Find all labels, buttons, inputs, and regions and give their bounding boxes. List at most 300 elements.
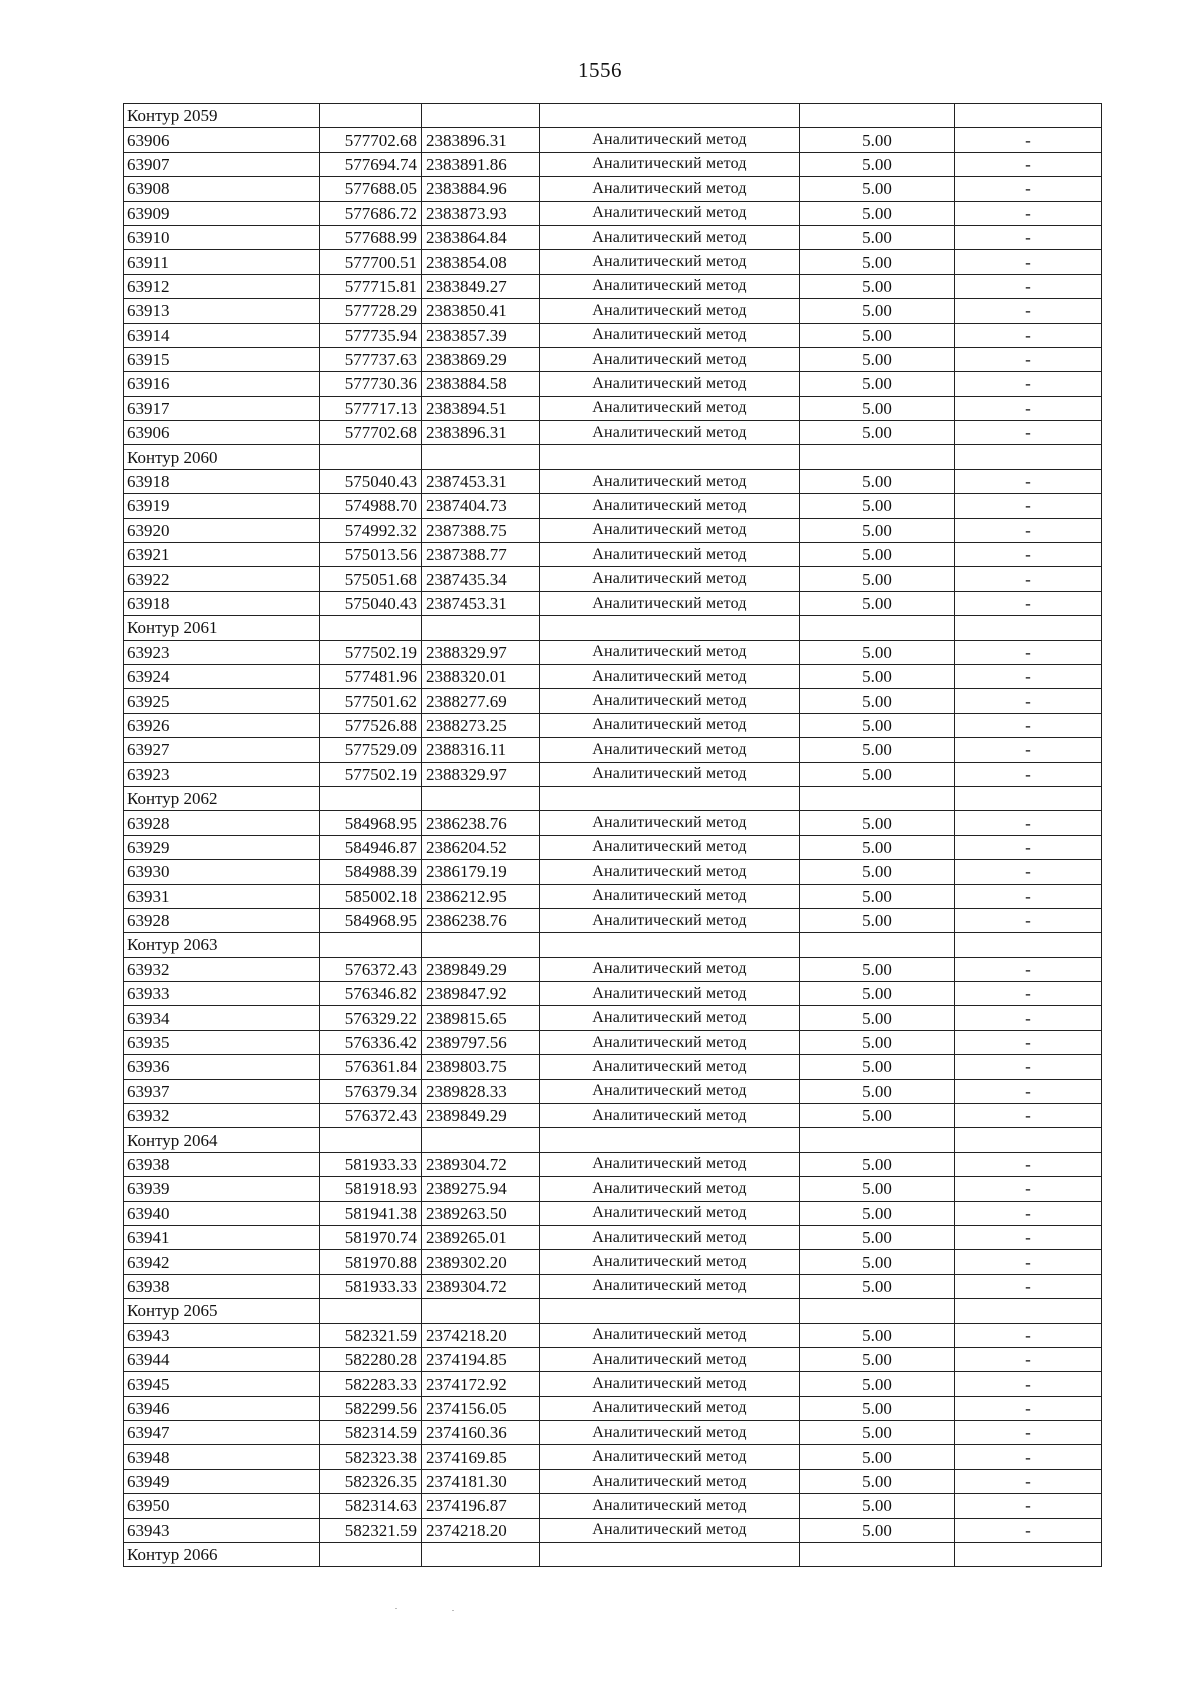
accuracy-cell: 5.00	[800, 494, 955, 518]
x-coordinate: 577728.29	[320, 299, 422, 323]
method-cell: Аналитический метод	[540, 908, 800, 932]
y-coordinate: 2388320.01	[422, 664, 540, 688]
x-coordinate: 577688.99	[320, 225, 422, 249]
y-coordinate: 2389304.72	[422, 1274, 540, 1298]
x-coordinate: 575013.56	[320, 543, 422, 567]
point-row	[124, 128, 1102, 152]
y-coordinate: 2389275.94	[422, 1177, 540, 1201]
empty-marker: -	[955, 128, 1102, 152]
empty-marker: -	[955, 1494, 1102, 1518]
x-coordinate: 576329.22	[320, 1006, 422, 1030]
point-id: 63908	[124, 177, 320, 201]
point-row	[124, 908, 1102, 932]
x-coordinate: 582321.59	[320, 1518, 422, 1542]
method-cell: Аналитический метод	[540, 1104, 800, 1128]
point-id: 63921	[124, 543, 320, 567]
x-coordinate: 574992.32	[320, 518, 422, 542]
method-cell: Аналитический метод	[540, 543, 800, 567]
empty-cell	[320, 616, 422, 640]
empty-cell	[422, 445, 540, 469]
point-id: 63946	[124, 1396, 320, 1420]
y-coordinate: 2383850.41	[422, 299, 540, 323]
empty-marker: -	[955, 884, 1102, 908]
method-cell: Аналитический метод	[540, 567, 800, 591]
y-coordinate: 2389263.50	[422, 1201, 540, 1225]
x-coordinate: 577502.19	[320, 762, 422, 786]
y-coordinate: 2389797.56	[422, 1030, 540, 1054]
accuracy-cell: 5.00	[800, 421, 955, 445]
method-cell: Аналитический метод	[540, 1323, 800, 1347]
empty-cell	[800, 933, 955, 957]
point-row	[124, 1421, 1102, 1445]
method-cell: Аналитический метод	[540, 299, 800, 323]
method-cell: Аналитический метод	[540, 1079, 800, 1103]
x-coordinate: 577694.74	[320, 152, 422, 176]
empty-marker: -	[955, 835, 1102, 859]
x-coordinate: 581941.38	[320, 1201, 422, 1225]
point-row	[124, 811, 1102, 835]
x-coordinate: 577730.36	[320, 372, 422, 396]
y-coordinate: 2383884.58	[422, 372, 540, 396]
empty-marker: -	[955, 1152, 1102, 1176]
method-cell: Аналитический метод	[540, 1250, 800, 1274]
y-coordinate: 2374218.20	[422, 1518, 540, 1542]
point-row	[124, 1006, 1102, 1030]
empty-marker: -	[955, 274, 1102, 298]
method-cell: Аналитический метод	[540, 982, 800, 1006]
point-id: 63912	[124, 274, 320, 298]
accuracy-cell: 5.00	[800, 1250, 955, 1274]
point-row	[124, 1079, 1102, 1103]
y-coordinate: 2383896.31	[422, 421, 540, 445]
empty-marker: -	[955, 567, 1102, 591]
empty-marker: -	[955, 323, 1102, 347]
method-cell: Аналитический метод	[540, 762, 800, 786]
empty-marker: -	[955, 152, 1102, 176]
point-row	[124, 1225, 1102, 1249]
x-coordinate: 582314.59	[320, 1421, 422, 1445]
empty-marker: -	[955, 469, 1102, 493]
point-id: 63906	[124, 421, 320, 445]
method-cell: Аналитический метод	[540, 1421, 800, 1445]
empty-cell	[800, 1128, 955, 1152]
accuracy-cell: 5.00	[800, 469, 955, 493]
point-row	[124, 664, 1102, 688]
point-id: 63913	[124, 299, 320, 323]
x-coordinate: 577717.13	[320, 396, 422, 420]
coordinates-table	[123, 103, 1102, 1567]
point-id: 63925	[124, 689, 320, 713]
point-id: 63938	[124, 1152, 320, 1176]
point-row	[124, 1518, 1102, 1542]
accuracy-cell: 5.00	[800, 957, 955, 981]
method-cell: Аналитический метод	[540, 347, 800, 371]
point-row	[124, 225, 1102, 249]
method-cell: Аналитический метод	[540, 225, 800, 249]
accuracy-cell: 5.00	[800, 664, 955, 688]
point-id: 63950	[124, 1494, 320, 1518]
y-coordinate: 2389803.75	[422, 1055, 540, 1079]
accuracy-cell: 5.00	[800, 250, 955, 274]
x-coordinate: 575051.68	[320, 567, 422, 591]
empty-cell	[320, 786, 422, 810]
point-row	[124, 1104, 1102, 1128]
x-coordinate: 576372.43	[320, 1104, 422, 1128]
point-row	[124, 957, 1102, 981]
contour-title: Контур 2062	[124, 786, 320, 810]
x-coordinate: 577737.63	[320, 347, 422, 371]
accuracy-cell: 5.00	[800, 1347, 955, 1371]
contour-title: Контур 2064	[124, 1128, 320, 1152]
point-id: 63914	[124, 323, 320, 347]
y-coordinate: 2389815.65	[422, 1006, 540, 1030]
point-id: 63932	[124, 1104, 320, 1128]
point-row	[124, 177, 1102, 201]
point-id: 63940	[124, 1201, 320, 1225]
point-id: 63918	[124, 591, 320, 615]
y-coordinate: 2388329.97	[422, 762, 540, 786]
accuracy-cell: 5.00	[800, 1104, 955, 1128]
empty-marker: -	[955, 1274, 1102, 1298]
x-coordinate: 575040.43	[320, 591, 422, 615]
point-row	[124, 567, 1102, 591]
point-row	[124, 1055, 1102, 1079]
method-cell: Аналитический метод	[540, 421, 800, 445]
y-coordinate: 2383894.51	[422, 396, 540, 420]
y-coordinate: 2389265.01	[422, 1225, 540, 1249]
x-coordinate: 574988.70	[320, 494, 422, 518]
accuracy-cell: 5.00	[800, 1152, 955, 1176]
contour-header-row	[124, 1543, 1102, 1567]
accuracy-cell: 5.00	[800, 1225, 955, 1249]
x-coordinate: 577686.72	[320, 201, 422, 225]
point-id: 63947	[124, 1421, 320, 1445]
y-coordinate: 2386238.76	[422, 811, 540, 835]
method-cell: Аналитический метод	[540, 201, 800, 225]
x-coordinate: 577735.94	[320, 323, 422, 347]
y-coordinate: 2383864.84	[422, 225, 540, 249]
point-row	[124, 250, 1102, 274]
empty-cell	[955, 445, 1102, 469]
accuracy-cell: 5.00	[800, 1177, 955, 1201]
empty-marker: -	[955, 591, 1102, 615]
x-coordinate: 575040.43	[320, 469, 422, 493]
contour-title: Контур 2066	[124, 1543, 320, 1567]
empty-cell	[422, 104, 540, 128]
point-id: 63938	[124, 1274, 320, 1298]
point-row	[124, 347, 1102, 371]
contour-header-row	[124, 933, 1102, 957]
point-row	[124, 1396, 1102, 1420]
empty-marker: -	[955, 299, 1102, 323]
empty-cell	[540, 1543, 800, 1567]
empty-cell	[540, 786, 800, 810]
method-cell: Аналитический метод	[540, 274, 800, 298]
accuracy-cell: 5.00	[800, 323, 955, 347]
contour-header-row	[124, 1128, 1102, 1152]
point-row	[124, 1250, 1102, 1274]
point-row	[124, 299, 1102, 323]
y-coordinate: 2374156.05	[422, 1396, 540, 1420]
accuracy-cell: 5.00	[800, 884, 955, 908]
y-coordinate: 2374160.36	[422, 1421, 540, 1445]
point-id: 63919	[124, 494, 320, 518]
x-coordinate: 577501.62	[320, 689, 422, 713]
method-cell: Аналитический метод	[540, 689, 800, 713]
scan-speck	[395, 1608, 397, 1609]
point-row	[124, 860, 1102, 884]
point-row	[124, 689, 1102, 713]
empty-cell	[422, 786, 540, 810]
empty-cell	[422, 1299, 540, 1323]
accuracy-cell: 5.00	[800, 1396, 955, 1420]
point-row	[124, 640, 1102, 664]
x-coordinate: 581970.74	[320, 1225, 422, 1249]
point-id: 63941	[124, 1225, 320, 1249]
empty-cell	[320, 1299, 422, 1323]
empty-marker: -	[955, 494, 1102, 518]
x-coordinate: 581970.88	[320, 1250, 422, 1274]
x-coordinate: 576379.34	[320, 1079, 422, 1103]
empty-cell	[800, 445, 955, 469]
empty-marker: -	[955, 1079, 1102, 1103]
point-id: 63943	[124, 1518, 320, 1542]
y-coordinate: 2387453.31	[422, 591, 540, 615]
y-coordinate: 2383854.08	[422, 250, 540, 274]
point-row	[124, 421, 1102, 445]
y-coordinate: 2389849.29	[422, 957, 540, 981]
method-cell: Аналитический метод	[540, 396, 800, 420]
y-coordinate: 2386238.76	[422, 908, 540, 932]
x-coordinate: 577700.51	[320, 250, 422, 274]
point-row	[124, 1152, 1102, 1176]
y-coordinate: 2383869.29	[422, 347, 540, 371]
accuracy-cell: 5.00	[800, 591, 955, 615]
accuracy-cell: 5.00	[800, 1274, 955, 1298]
x-coordinate: 582321.59	[320, 1323, 422, 1347]
point-id: 63917	[124, 396, 320, 420]
point-id: 63926	[124, 713, 320, 737]
accuracy-cell: 5.00	[800, 347, 955, 371]
contour-title: Контур 2065	[124, 1299, 320, 1323]
point-id: 63939	[124, 1177, 320, 1201]
empty-marker: -	[955, 1518, 1102, 1542]
empty-marker: -	[955, 396, 1102, 420]
point-row	[124, 713, 1102, 737]
accuracy-cell: 5.00	[800, 738, 955, 762]
empty-marker: -	[955, 1225, 1102, 1249]
point-id: 63910	[124, 225, 320, 249]
empty-cell	[955, 616, 1102, 640]
point-row	[124, 1494, 1102, 1518]
empty-cell	[540, 104, 800, 128]
point-id: 63907	[124, 152, 320, 176]
empty-marker: -	[955, 1347, 1102, 1371]
point-row	[124, 494, 1102, 518]
method-cell: Аналитический метод	[540, 957, 800, 981]
y-coordinate: 2383873.93	[422, 201, 540, 225]
point-row	[124, 982, 1102, 1006]
x-coordinate: 584968.95	[320, 908, 422, 932]
x-coordinate: 577481.96	[320, 664, 422, 688]
point-row	[124, 323, 1102, 347]
y-coordinate: 2388273.25	[422, 713, 540, 737]
accuracy-cell: 5.00	[800, 1372, 955, 1396]
accuracy-cell: 5.00	[800, 1421, 955, 1445]
x-coordinate: 576361.84	[320, 1055, 422, 1079]
accuracy-cell: 5.00	[800, 1518, 955, 1542]
y-coordinate: 2388329.97	[422, 640, 540, 664]
accuracy-cell: 5.00	[800, 1494, 955, 1518]
empty-cell	[955, 104, 1102, 128]
y-coordinate: 2386212.95	[422, 884, 540, 908]
empty-marker: -	[955, 1396, 1102, 1420]
x-coordinate: 577702.68	[320, 128, 422, 152]
y-coordinate: 2374181.30	[422, 1469, 540, 1493]
method-cell: Аналитический метод	[540, 1055, 800, 1079]
y-coordinate: 2389847.92	[422, 982, 540, 1006]
point-id: 63928	[124, 908, 320, 932]
method-cell: Аналитический метод	[540, 152, 800, 176]
y-coordinate: 2388277.69	[422, 689, 540, 713]
y-coordinate: 2383849.27	[422, 274, 540, 298]
x-coordinate: 577688.05	[320, 177, 422, 201]
contour-title: Контур 2060	[124, 445, 320, 469]
y-coordinate: 2389304.72	[422, 1152, 540, 1176]
point-row	[124, 274, 1102, 298]
accuracy-cell: 5.00	[800, 225, 955, 249]
y-coordinate: 2389849.29	[422, 1104, 540, 1128]
point-row	[124, 1323, 1102, 1347]
empty-marker: -	[955, 982, 1102, 1006]
accuracy-cell: 5.00	[800, 1079, 955, 1103]
point-row	[124, 1469, 1102, 1493]
point-row	[124, 1347, 1102, 1371]
method-cell: Аналитический метод	[540, 1347, 800, 1371]
empty-marker: -	[955, 177, 1102, 201]
method-cell: Аналитический метод	[540, 1152, 800, 1176]
page-number: 1556	[578, 58, 622, 82]
empty-cell	[955, 933, 1102, 957]
method-cell: Аналитический метод	[540, 884, 800, 908]
y-coordinate: 2374172.92	[422, 1372, 540, 1396]
method-cell: Аналитический метод	[540, 1469, 800, 1493]
accuracy-cell: 5.00	[800, 982, 955, 1006]
contour-header-row	[124, 445, 1102, 469]
point-row	[124, 372, 1102, 396]
y-coordinate: 2389302.20	[422, 1250, 540, 1274]
method-cell: Аналитический метод	[540, 1030, 800, 1054]
method-cell: Аналитический метод	[540, 177, 800, 201]
empty-marker: -	[955, 640, 1102, 664]
point-id: 63930	[124, 860, 320, 884]
empty-marker: -	[955, 1177, 1102, 1201]
method-cell: Аналитический метод	[540, 372, 800, 396]
contour-header-row	[124, 104, 1102, 128]
empty-cell	[800, 1299, 955, 1323]
method-cell: Аналитический метод	[540, 1274, 800, 1298]
empty-marker: -	[955, 1372, 1102, 1396]
point-row	[124, 884, 1102, 908]
point-row	[124, 738, 1102, 762]
point-id: 63922	[124, 567, 320, 591]
accuracy-cell: 5.00	[800, 762, 955, 786]
y-coordinate: 2388316.11	[422, 738, 540, 762]
x-coordinate: 582314.63	[320, 1494, 422, 1518]
y-coordinate: 2387404.73	[422, 494, 540, 518]
x-coordinate: 576346.82	[320, 982, 422, 1006]
point-id: 63906	[124, 128, 320, 152]
x-coordinate: 584968.95	[320, 811, 422, 835]
x-coordinate: 581933.33	[320, 1152, 422, 1176]
empty-marker: -	[955, 1030, 1102, 1054]
y-coordinate: 2386204.52	[422, 835, 540, 859]
point-row	[124, 1445, 1102, 1469]
y-coordinate: 2387435.34	[422, 567, 540, 591]
accuracy-cell: 5.00	[800, 640, 955, 664]
empty-cell	[540, 616, 800, 640]
point-id: 63911	[124, 250, 320, 274]
method-cell: Аналитический метод	[540, 1396, 800, 1420]
point-row	[124, 1201, 1102, 1225]
y-coordinate: 2387453.31	[422, 469, 540, 493]
empty-marker: -	[955, 860, 1102, 884]
empty-marker: -	[955, 543, 1102, 567]
contour-title: Контур 2061	[124, 616, 320, 640]
method-cell: Аналитический метод	[540, 1225, 800, 1249]
point-row	[124, 152, 1102, 176]
empty-marker: -	[955, 1323, 1102, 1347]
x-coordinate: 585002.18	[320, 884, 422, 908]
empty-marker: -	[955, 1445, 1102, 1469]
empty-cell	[320, 1543, 422, 1567]
x-coordinate: 582323.38	[320, 1445, 422, 1469]
point-row	[124, 201, 1102, 225]
point-row	[124, 1372, 1102, 1396]
contour-header-row	[124, 616, 1102, 640]
y-coordinate: 2389828.33	[422, 1079, 540, 1103]
empty-cell	[540, 933, 800, 957]
method-cell: Аналитический метод	[540, 1177, 800, 1201]
point-id: 63934	[124, 1006, 320, 1030]
accuracy-cell: 5.00	[800, 1055, 955, 1079]
point-row	[124, 835, 1102, 859]
point-id: 63924	[124, 664, 320, 688]
point-id: 63932	[124, 957, 320, 981]
accuracy-cell: 5.00	[800, 1006, 955, 1030]
accuracy-cell: 5.00	[800, 835, 955, 859]
empty-cell	[320, 1128, 422, 1152]
point-id: 63948	[124, 1445, 320, 1469]
accuracy-cell: 5.00	[800, 713, 955, 737]
accuracy-cell: 5.00	[800, 177, 955, 201]
method-cell: Аналитический метод	[540, 1201, 800, 1225]
empty-cell	[800, 1543, 955, 1567]
accuracy-cell: 5.00	[800, 1201, 955, 1225]
accuracy-cell: 5.00	[800, 860, 955, 884]
empty-marker: -	[955, 1055, 1102, 1079]
empty-cell	[540, 1128, 800, 1152]
empty-marker: -	[955, 811, 1102, 835]
x-coordinate: 577529.09	[320, 738, 422, 762]
accuracy-cell: 5.00	[800, 396, 955, 420]
point-id: 63933	[124, 982, 320, 1006]
method-cell: Аналитический метод	[540, 1494, 800, 1518]
accuracy-cell: 5.00	[800, 1469, 955, 1493]
point-id: 63916	[124, 372, 320, 396]
method-cell: Аналитический метод	[540, 1445, 800, 1469]
accuracy-cell: 5.00	[800, 543, 955, 567]
